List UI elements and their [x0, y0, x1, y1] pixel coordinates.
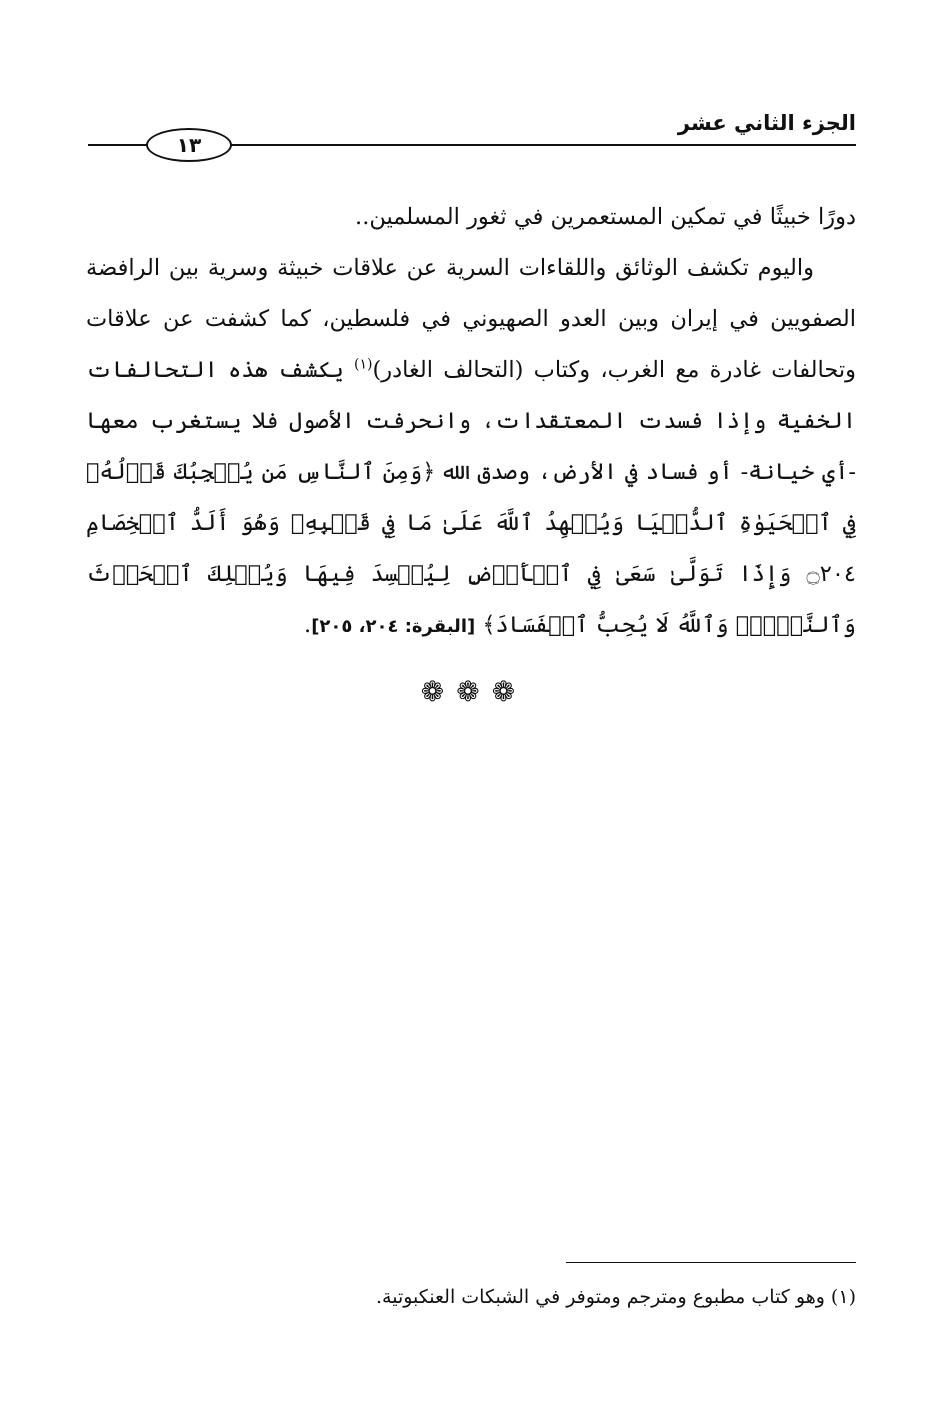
main-text	[86, 192, 856, 652]
footnote-separator	[566, 1262, 856, 1263]
page-number-badge: ١٣	[146, 128, 232, 162]
paragraph-2-text-b: يكشف هذه التحالفات الخفية وإذا فسدت المعتقدات، وانحرفت الأصول فلا يستغرب معها -أي خيانة- أو فساد في الأرض، وصدق الله	[86, 357, 856, 485]
footnote: (١) وهو كتاب مطبوع ومترجم ومتوفر في الشبكات العنكبوتية.	[375, 1286, 856, 1308]
section-divider-ornaments	[0, 674, 944, 710]
paragraph-2	[86, 243, 856, 652]
paragraph-1: دورًا خبيثًا في تمكين المستعمرين في ثغور المسلمين..	[355, 204, 856, 230]
end-mark: .	[304, 612, 312, 638]
paragraph-2-text-a: واليوم تكشف الوثائق واللقاءات السرية عن علاقات خبيثة وسرية بين الرافضة الصفويين في إيران وبين العدو الصهيوني في فلسطين، كما كشفت عن علاقات وتحالفات غادرة مع الغرب، وكتاب (التحالف الغادر)	[86, 255, 856, 383]
quran-verse: ﴿وَمِنَ ٱلنَّاسِ مَن يُعۡجِبُكَ قَوۡلُهُۥ فِي ٱلۡحَيَوٰةِ ٱلدُّنۡيَا وَيُشۡهِدُ ٱللَّهَ عَلَىٰ مَا فِي قَلۡبِهِۦ وَهُوَ أَلَدُّ ٱلۡخِصَامِ ۝٢٠٤ وَإِذَا تَوَلَّىٰ سَعَىٰ فِي ٱلۡأَرۡضِ لِيُفۡسِدَ فِيهَا وَيُهۡلِكَ ٱلۡحَرۡثَ وَٱلنَّسۡلَۚ وَٱللَّهُ لَا يُحِبُّ ٱلۡفَسَادَ﴾	[86, 459, 856, 638]
running-header-title: الجزء الثاني عشر	[677, 111, 856, 135]
flower-ornament-icon: ❁	[491, 675, 524, 708]
flower-ornament-icon: ❁	[420, 675, 453, 708]
verse-citation: [البقرة: ٢٠٤، ٢٠٥]	[311, 616, 476, 637]
flower-ornament-icon: ❁	[456, 675, 488, 708]
footnote-reference: (١)	[354, 356, 373, 373]
